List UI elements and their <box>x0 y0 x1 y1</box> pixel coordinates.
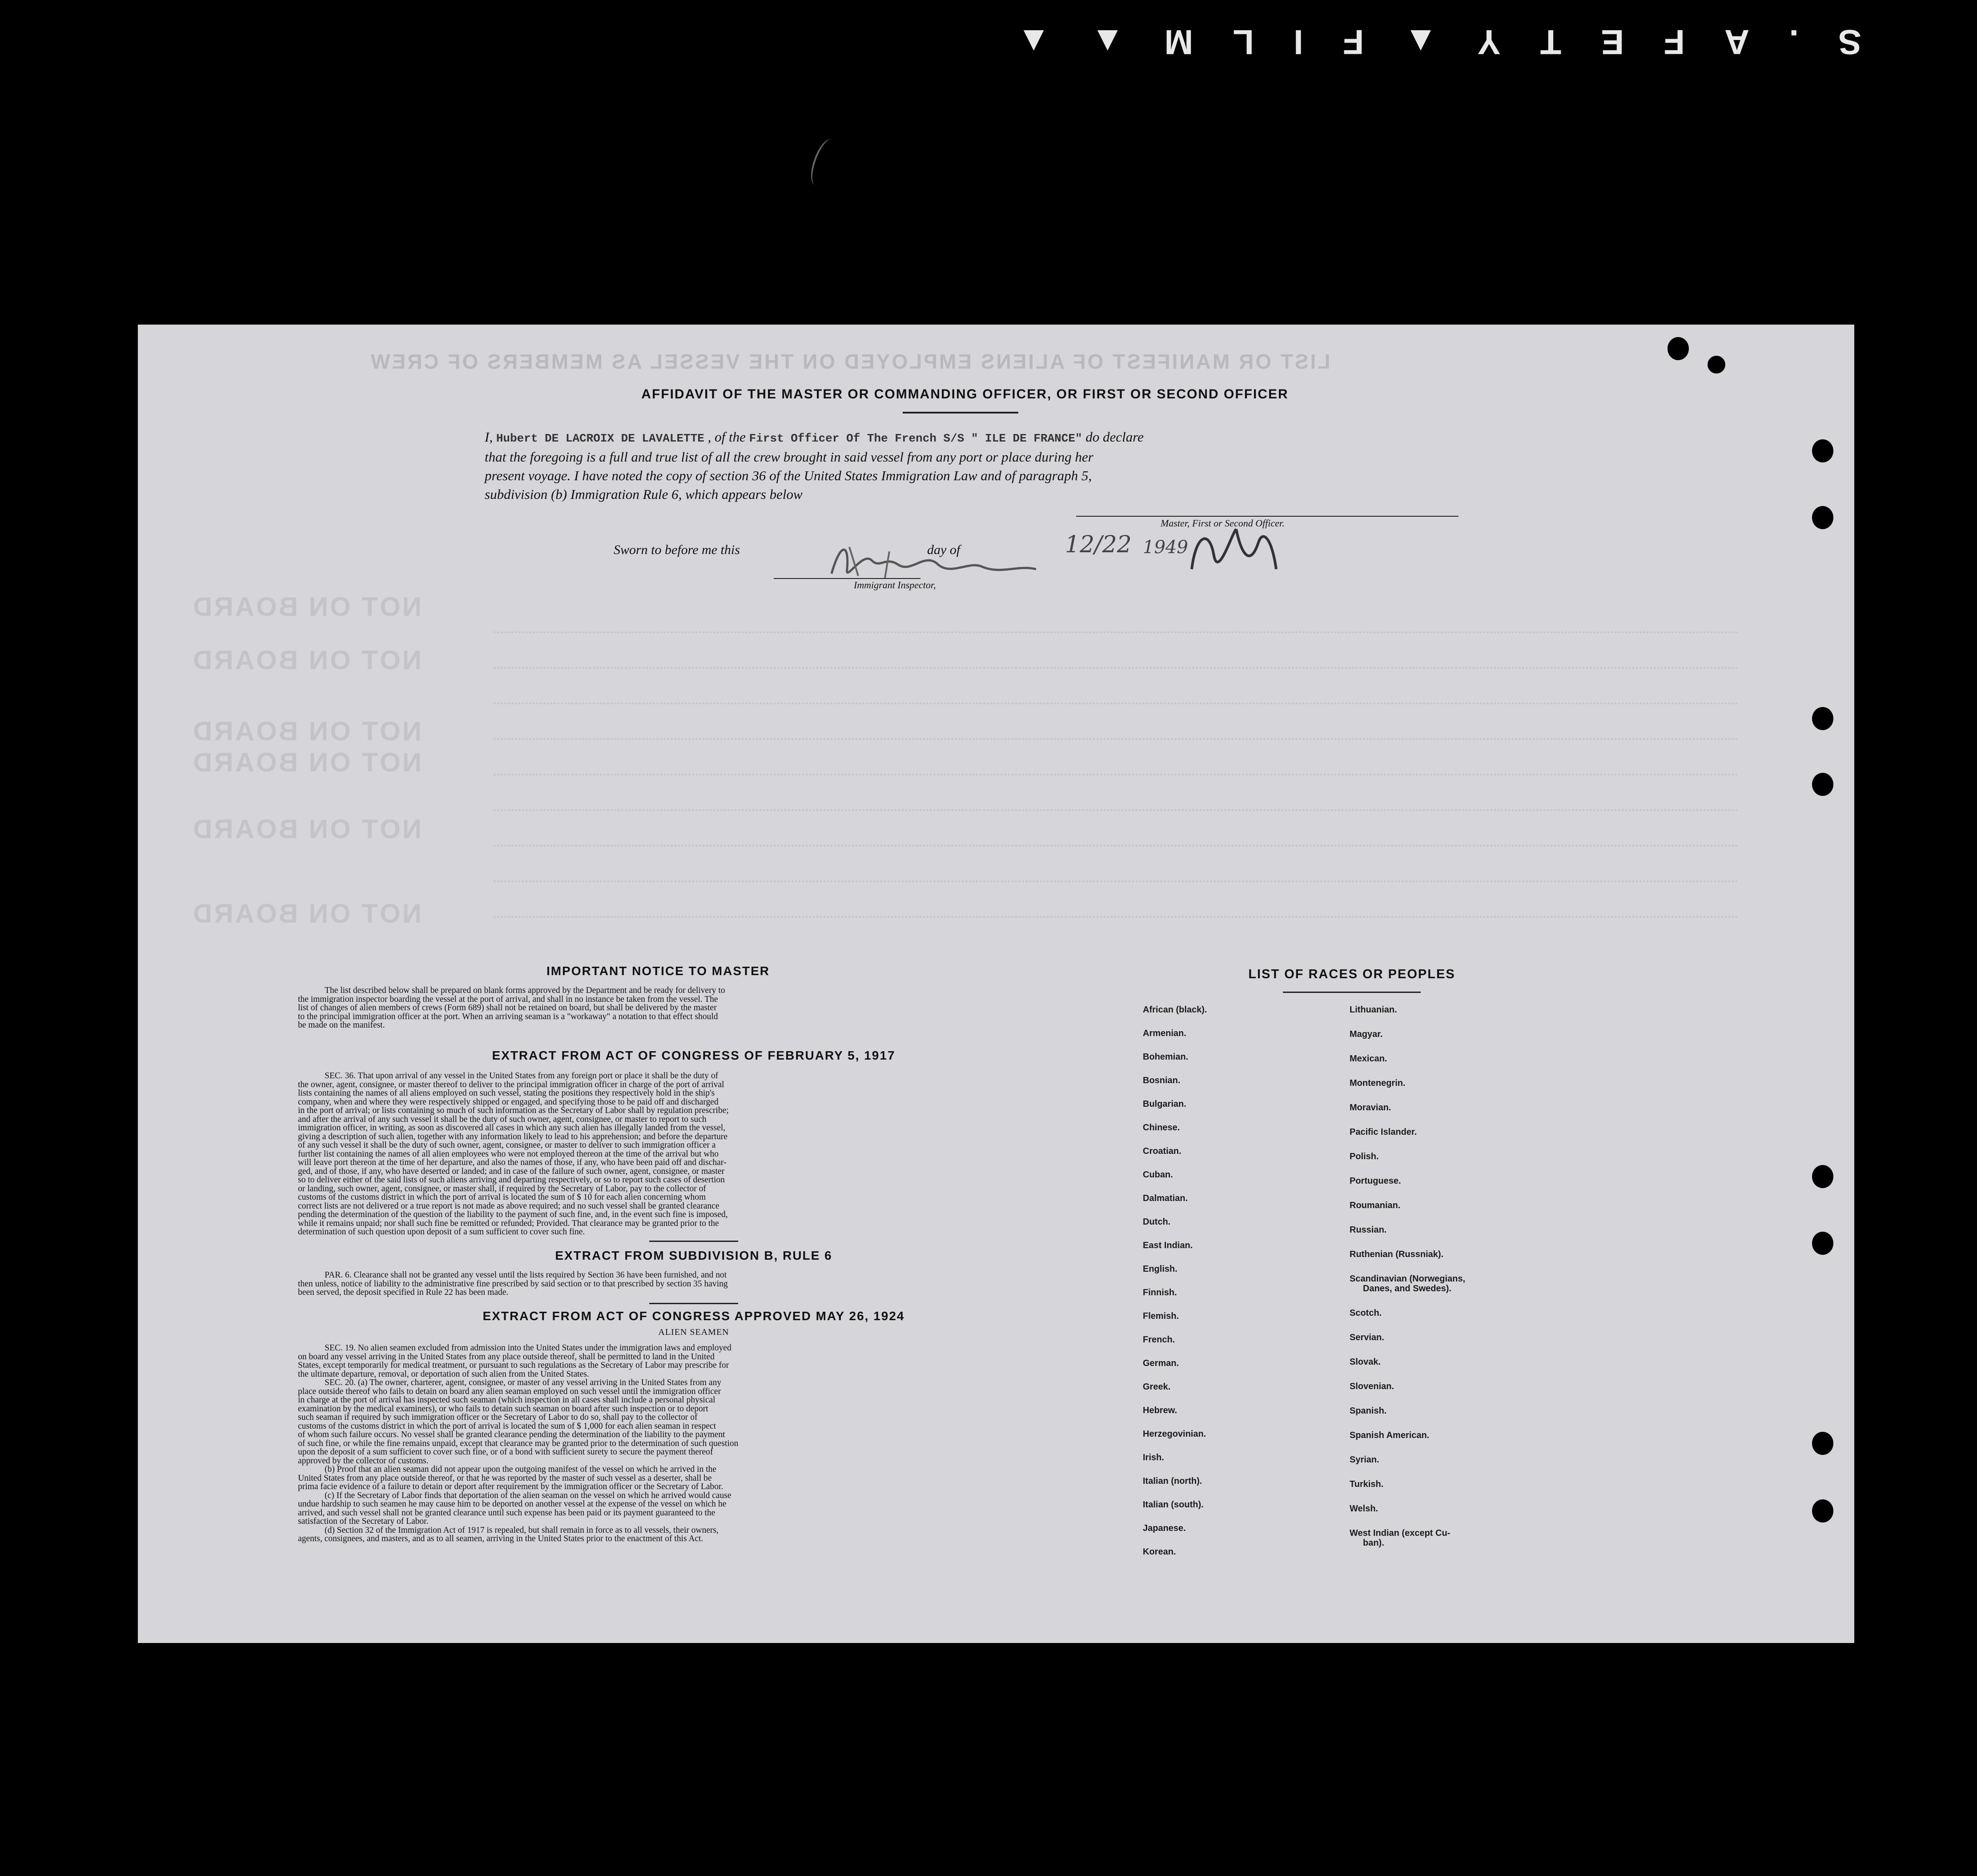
film-letter: L <box>1233 23 1254 62</box>
races-right-column <box>1350 1005 1554 1548</box>
extract-line: in the port of arrival; or lists containing so much of such information as the Secretary of Labor shall by regulation prescribe; <box>298 1106 729 1115</box>
extract-line: on board any vessel arriving in the United States from any place outside thereof, shall be permitted to land in the United <box>298 1352 715 1362</box>
affidavit-declaration <box>485 428 1454 504</box>
race-item: Ruthenian (Russniak). <box>1350 1249 1444 1259</box>
film-letter: S <box>1838 23 1861 62</box>
bleed-through-stamp: NOT ON BOARD <box>191 716 422 746</box>
bleed-through-stamp: NOT ON BOARD <box>191 814 422 844</box>
film-letter: ▲ <box>1017 23 1051 62</box>
race-item: Korean. <box>1143 1547 1176 1557</box>
officer-caption: Master, First or Second Officer. <box>1161 518 1285 529</box>
race-item: English. <box>1143 1264 1177 1274</box>
extract-line: the owner, agent, consignee, or master thereof to deliver to the principal immigration officer in charge of the port of arrival <box>298 1080 724 1089</box>
extract-line: the ultimate departure, removal, or deportation of such alien from the United States. <box>298 1369 589 1379</box>
race-item: German. <box>1143 1358 1179 1368</box>
extract-line: and after the arrival of any such vessel it shall be the duty of such owner, agent, consignee, or master to report to such <box>298 1114 707 1124</box>
race-item: Spanish. <box>1350 1406 1387 1416</box>
bleed-through-rows <box>494 774 1739 776</box>
race-item: Syrian. <box>1350 1455 1379 1465</box>
extract-line: examination by the medical examiners), or who fails to detain such seaman on board after such inspection or to deport <box>298 1404 708 1414</box>
race-item: Greek. <box>1143 1382 1171 1392</box>
film-letter: ▲ <box>1403 23 1438 62</box>
film-edge-lettering <box>1017 22 1861 62</box>
inspector-signature-line <box>774 578 920 579</box>
extract-line: of any such vessel it shall be the duty of such owner, agent, consignee, or master to deliver to such immigration officer a <box>298 1141 716 1150</box>
extract-line: upon the deposit of a sum sufficient to cover such fine, or of a bond with sufficient surety to secure the payment thereof <box>298 1447 713 1457</box>
notice-line: list of changes of alien members of crews (Form 689) shall not be retained on board, but shall be delivered by the master <box>298 1003 717 1012</box>
race-item: Danes, and Swedes). <box>1363 1284 1451 1294</box>
race-item: French. <box>1143 1335 1175 1345</box>
film-letter: M <box>1164 23 1193 62</box>
bleed-through-stamp: NOT ON BOARD <box>191 899 422 928</box>
race-item: Croatian. <box>1143 1146 1181 1156</box>
extract-line: then unless, notice of liability to the administrative fine prescribed by said section or to that prescribed by section 35 having <box>298 1279 728 1289</box>
extract-line: company, when and where they were respectively shipped or engaged, and specifying those to be paid off and discharged <box>298 1097 719 1107</box>
race-item: African (black). <box>1143 1005 1207 1015</box>
race-item: Portuguese. <box>1350 1176 1401 1186</box>
race-item: Servian. <box>1350 1333 1384 1342</box>
declaration-line-4: subdivision (b) Immigration Rule 6, which appears below <box>485 486 803 502</box>
race-item: East Indian. <box>1143 1241 1193 1250</box>
race-item: Magyar. <box>1350 1029 1383 1039</box>
race-item: Roumanian. <box>1350 1201 1401 1210</box>
extract-1917-title: EXTRACT FROM ACT OF CONGRESS OF FEBRUARY 5, 1917 <box>492 1048 896 1062</box>
race-item: Cuban. <box>1143 1170 1173 1180</box>
extract-line: of whom such failure occurs. No vessel shall be granted clearance pending the determination of the liability to the payment <box>298 1430 725 1439</box>
extract-line: lists containing the names of all aliens employed on such vessel, stating the positions they respectively hold in the ship's <box>298 1089 715 1098</box>
extract-line: SEC. 19. No alien seamen excluded from admission into the United States under the immigration laws and employed <box>325 1343 731 1353</box>
race-item: Irish. <box>1143 1453 1164 1462</box>
extract-line: been served, the deposit specified in Rule 22 has been made. <box>298 1288 509 1297</box>
race-item: Italian (south). <box>1143 1500 1204 1510</box>
officer-signature-icon <box>1183 516 1290 587</box>
bleed-through-heading: LIST OR MANIFEST OF ALIENS EMPLOYED ON THE VESSEL AS MEMBERS OF CREW <box>369 350 1330 373</box>
extract-line: SEC. 20. (a) The owner, charterer, agent, consignee, or master of any vessel arriving in the United States from any <box>325 1378 722 1387</box>
races-underline <box>1283 992 1421 993</box>
extract-rule6-text <box>298 1271 1089 1297</box>
bleed-through-rows <box>494 631 1739 634</box>
extract-line: determination of such question upon deposit of a sum sufficient to cover such fine. <box>298 1227 585 1237</box>
race-item: Finnish. <box>1143 1288 1177 1298</box>
extract-line: ged, and of those, if any, who have deserted or landed; and in case of the failure of such owner, agent, consignee, or master <box>298 1166 725 1176</box>
punch-hole <box>1812 1165 1833 1188</box>
extract-line: prima facie evidence of a failure to detain or deport after requirement by the immigration officer or the Secretary of Labor. <box>298 1482 723 1491</box>
handwritten-date: 12/22 <box>1065 531 1132 558</box>
race-item: Armenian. <box>1143 1028 1186 1038</box>
punch-hole <box>1812 439 1833 462</box>
extract-line: will leave port thereon at the time of her departure, and also the names of those, if any, who have been paid off and dischar- <box>298 1158 727 1167</box>
film-letter: I <box>1294 23 1303 62</box>
extract-line: pending the determination of the question of the liability to the payment of such fine, and, in the event such fine is imposed, <box>298 1210 728 1219</box>
section-divider <box>649 1241 738 1242</box>
bleed-through-rows <box>494 667 1739 670</box>
film-letter: F <box>1342 23 1364 62</box>
extract-line: such seaman if required by such immigration officer or the Secretary of Labor to do so, shall pay to the collector of <box>298 1413 698 1422</box>
bleed-through-rows <box>494 809 1739 812</box>
extract-line: agents, consignees, and masters, and as to all seamen, arriving in the United States prior to the enactment of this Act. <box>298 1534 703 1543</box>
declaration-line-1 <box>485 428 1454 448</box>
title-underline <box>903 412 1018 414</box>
punch-hole <box>1812 1232 1833 1255</box>
inspector-caption: Immigrant Inspector, <box>854 579 936 591</box>
film-scratch <box>806 136 841 189</box>
sworn-text: Sworn to before me this <box>614 542 740 557</box>
extract-line: or landing, such owner, agent, consignee, or master shall, if required by the Secretary of Labor, pay to the collector of <box>298 1184 706 1193</box>
extract-line: in charge at the port of arrival has inspected such seaman (which inspection in all cases shall include a personal physical <box>298 1395 715 1405</box>
extract-line: States, except temporarily for medical treatment, or pursuant to such regulations as the Secretary of Labor may prescribe for <box>298 1361 729 1370</box>
extract-line: further list containing the names of all alien employees who were not employed thereon at the time of the arrival but who <box>298 1149 719 1159</box>
extract-line: of such fine, or while the fine remains unpaid, except that clearance may be granted prior to the determination of such question <box>298 1438 739 1448</box>
race-item: Bosnian. <box>1143 1076 1181 1085</box>
race-item: Welsh. <box>1350 1504 1378 1514</box>
extract-line: arrived, and such vessel shall not be granted clearance until such expense has been paid or its payment guaranteed to the <box>298 1508 715 1518</box>
extract-line: PAR. 6. Clearance shall not be granted any vessel until the lists required by Section 36 have been furnished, and not <box>325 1270 727 1280</box>
extract-line: giving a description of such alien, together with any information likely to lead to his apprehension; and before the departure <box>298 1132 728 1141</box>
race-item: ban). <box>1363 1538 1384 1548</box>
punch-hole <box>1812 773 1833 796</box>
race-item: West Indian (except Cu- <box>1350 1528 1451 1538</box>
extract-1917-text <box>298 1072 1089 1237</box>
race-item: Lithuanian. <box>1350 1005 1397 1015</box>
race-item: Slovak. <box>1350 1357 1381 1367</box>
declaration-intro: I, <box>485 429 493 445</box>
bleed-through-rows <box>494 880 1739 883</box>
punch-hole <box>1812 1499 1833 1522</box>
alien-seamen-subtitle: ALIEN SEAMEN <box>658 1327 729 1337</box>
race-item: Dalmatian. <box>1143 1193 1188 1203</box>
race-item: Japanese. <box>1143 1523 1186 1533</box>
declaration-of-the: , of the <box>707 429 746 445</box>
film-letter: Y <box>1477 23 1501 62</box>
notice-line: The list described below shall be prepared on blank forms approved by the Department and be ready for delivery to <box>325 986 725 995</box>
bleed-through-stamp: NOT ON BOARD <box>191 645 422 675</box>
bleed-through-rows <box>494 738 1739 741</box>
race-item: Scotch. <box>1350 1308 1382 1318</box>
extract-line: so to deliver either of the said lists of such aliens arriving and departing respectively, or so to report such cases of desertion <box>298 1175 725 1185</box>
race-item: Pacific Islander. <box>1350 1127 1417 1137</box>
bleed-through-rows <box>494 845 1739 848</box>
film-letter: F <box>1664 23 1685 62</box>
race-item: Spanish American. <box>1350 1430 1430 1440</box>
race-item: Dutch. <box>1143 1217 1171 1227</box>
day-of-text: day of <box>927 542 960 557</box>
punch-hole <box>1668 337 1689 360</box>
races-left-column <box>1143 1005 1330 1557</box>
extract-line: satisfaction of the Secretary of Labor. <box>298 1517 429 1526</box>
declaration-declare: do declare <box>1085 429 1144 445</box>
punch-hole <box>1708 356 1725 374</box>
extract-line: SEC. 36. That upon arrival of any vessel in the United States from any foreign port or place it shall be the duty of <box>325 1071 719 1081</box>
bleed-through-rows <box>494 916 1739 919</box>
race-item: Chinese. <box>1143 1123 1180 1133</box>
race-item: Hebrew. <box>1143 1406 1177 1415</box>
race-item: Herzegovinian. <box>1143 1429 1206 1439</box>
handwritten-year: 1949 <box>1143 537 1188 558</box>
extract-line: (d) Section 32 of the Immigration Act of 1917 is repealed, but shall remain in force as to all vessels, their owners, <box>325 1525 719 1535</box>
film-letter: E <box>1601 23 1624 62</box>
film-letter: T <box>1540 23 1562 62</box>
extract-line: United States from any place outside thereof, or that he was reported by the master of such vessel as a deserter, shall be <box>298 1473 712 1483</box>
bleed-through-stamp: NOT ON BOARD <box>191 747 422 777</box>
extract-line: (b) Proof that an alien seaman did not appear upon the outgoing manifest of the vessel on which he arrived in the <box>325 1465 717 1474</box>
affidavit-title: AFFIDAVIT OF THE MASTER OR COMMANDING OFFICER, OR FIRST OR SECOND OFFICER <box>641 387 1289 402</box>
race-item: Russian. <box>1350 1225 1387 1235</box>
notice-title: IMPORTANT NOTICE TO MASTER <box>546 964 770 978</box>
bleed-through-stamp: NOT ON BOARD <box>191 592 422 622</box>
declaration-line-2: that the foregoing is a full and true list of all the crew brought in said vessel from any port or place during her <box>485 449 1093 465</box>
race-item: Bohemian. <box>1143 1052 1189 1062</box>
extract-line: place outside thereof who fails to detain on board any alien seaman employed on such vessel until the immigration officer <box>298 1386 721 1396</box>
notice-line: be made on the manifest. <box>298 1020 385 1030</box>
film-letter: . <box>1789 23 1799 62</box>
extract-line: approved by the collector of customs. <box>298 1456 429 1466</box>
notice-line: to the principal immigration officer at the port. When an arriving seaman is a "workaway" a notation to that effect should <box>298 1012 718 1021</box>
punch-hole <box>1812 506 1833 529</box>
race-item: Bulgarian. <box>1143 1099 1186 1109</box>
race-item: Italian (north). <box>1143 1476 1202 1486</box>
extract-line: customs of the customs district in which the port of arrival is located the sum of $ 10 for each alien concerning whom <box>298 1193 706 1202</box>
race-item: Turkish. <box>1350 1479 1384 1489</box>
section-divider <box>649 1303 738 1304</box>
extract-line: undue hardship to such seamen he may cause him to be deported on another vessel at the expense of the vessel on which he <box>298 1499 727 1509</box>
extract-1924-text <box>298 1344 1089 1543</box>
manifest-sheet <box>138 325 1854 1643</box>
officer-name: Hubert DE LACROIX DE LAVALETTE <box>496 432 704 445</box>
race-item: Moravian. <box>1350 1103 1391 1113</box>
bleed-through-rows <box>494 703 1739 705</box>
extract-rule6-title: EXTRACT FROM SUBDIVISION B, RULE 6 <box>555 1249 832 1262</box>
officer-title-fill: First Officer Of The French S/S " ILE DE FRANCE" <box>749 432 1082 445</box>
notice-line: the immigration inspector boarding the vessel at the port of arrival, and shall in no instance be taken from the vessel. The <box>298 994 718 1004</box>
notice-paragraph <box>298 986 1089 1030</box>
film-letter: ▲ <box>1090 23 1125 62</box>
film-letter: A <box>1724 23 1750 62</box>
extract-line: correct lists are not delivered or a true report is not made as above required; and no such vessel shall be granted clearance <box>298 1201 719 1211</box>
race-item: Slovenian. <box>1350 1382 1394 1391</box>
extract-line: immigration officer, in writing, as soon as discovered all cases in which any such alien has illegally landed from the vessel, <box>298 1123 726 1133</box>
races-title: LIST OF RACES OR PEOPLES <box>1248 967 1455 981</box>
punch-hole <box>1812 707 1833 730</box>
race-item: Montenegrin. <box>1350 1078 1406 1088</box>
punch-hole <box>1812 1432 1833 1455</box>
extract-1924-title: EXTRACT FROM ACT OF CONGRESS APPROVED MAY 26, 1924 <box>482 1309 905 1323</box>
extract-line: (c) If the Secretary of Labor finds that deportation of the alien seaman on the vessel on which he arrived would cause <box>325 1490 731 1500</box>
declaration-line-3: present voyage. I have noted the copy of section 36 of the United States Immigration Law and of paragraph 5, <box>485 468 1092 483</box>
race-item: Mexican. <box>1350 1054 1387 1064</box>
race-item: Scandinavian (Norwegians, <box>1350 1274 1466 1284</box>
race-item: Flemish. <box>1143 1311 1179 1321</box>
extract-line: while it remains unpaid; nor shall such fine be remitted or refunded; Provided. That clearance may be granted prior to the <box>298 1218 719 1228</box>
race-item: Polish. <box>1350 1152 1379 1161</box>
extract-line: customs of the customs district in which the port of arrival is located the sum of $ 1,000 for each alien seaman in respect <box>298 1421 716 1431</box>
